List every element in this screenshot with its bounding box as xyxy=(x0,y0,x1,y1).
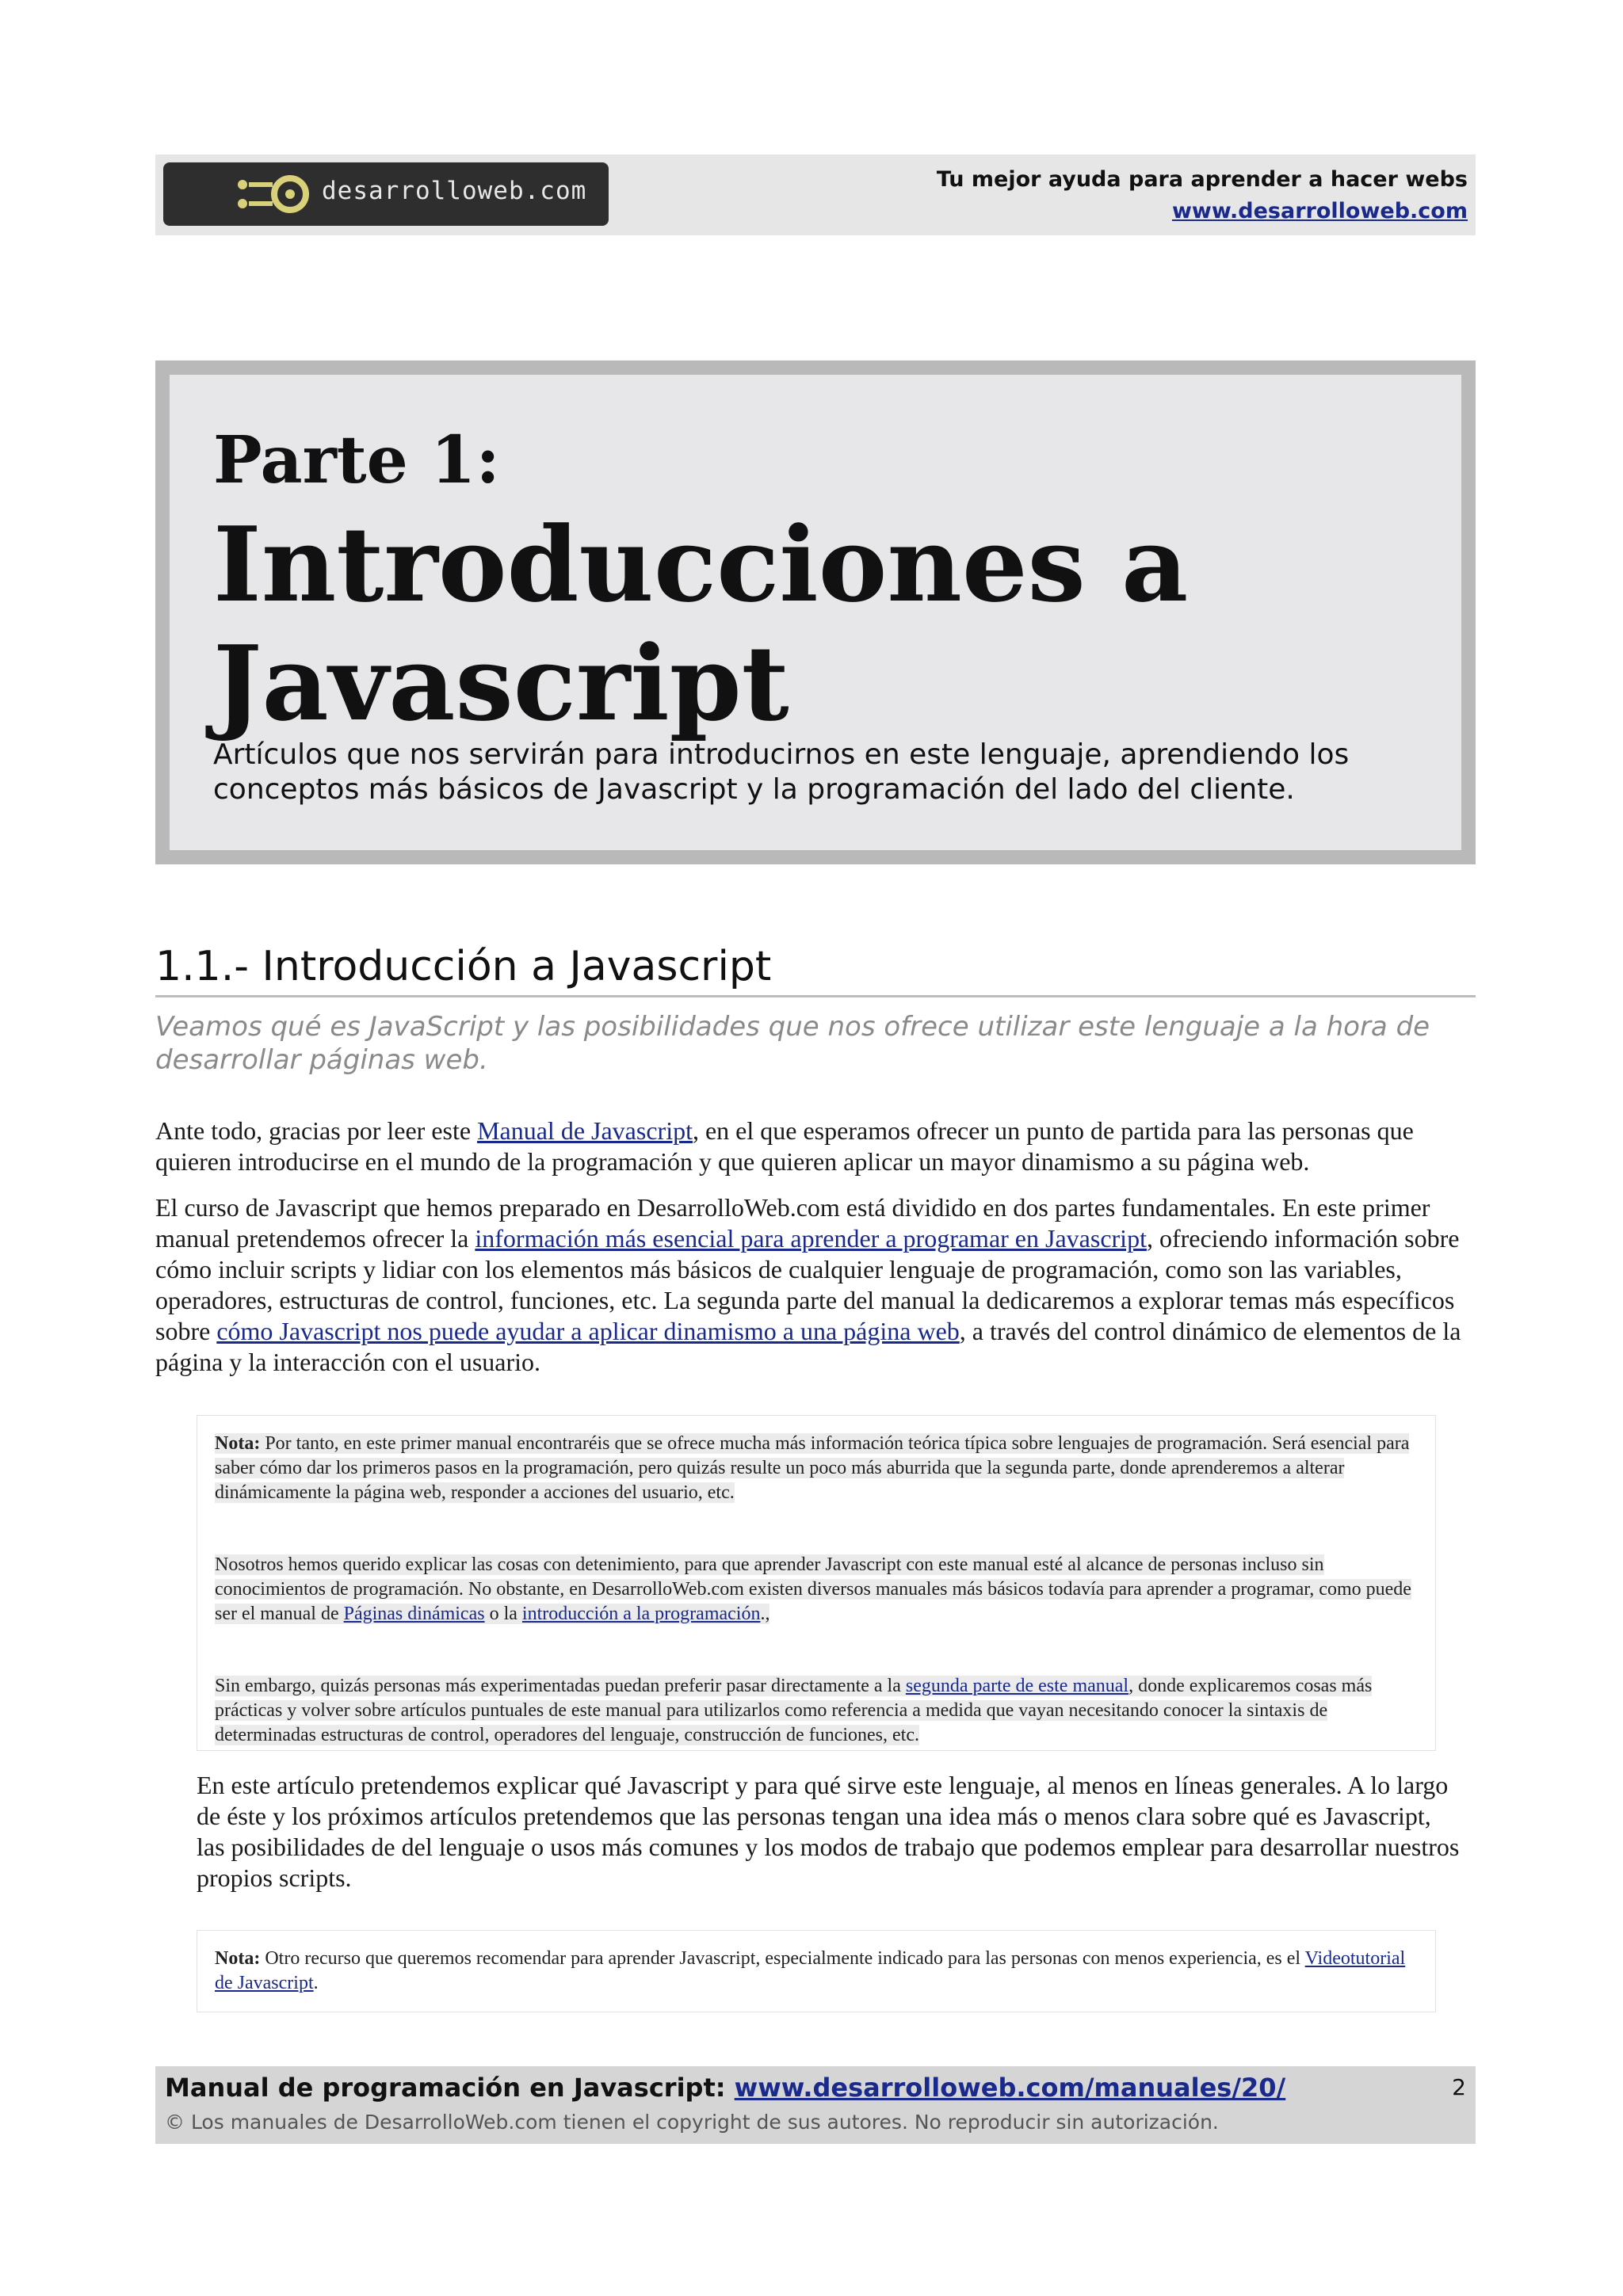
videotutorial-link[interactable]: Videotutorial de Javascript xyxy=(215,1948,1406,1993)
paginas-dinamicas-link[interactable]: Páginas dinámicas xyxy=(343,1604,485,1624)
footer-copyright: © Los manuales de DesarrolloWeb.com tienen el copyright de sus autores. No reproducir sin autorización. xyxy=(165,2111,1219,2134)
paragraph-text: , en el que esperamos ofrecer un punto de partida para las personas que quieren introducirse en el mundo de la programación y que quieren aplicar un mayor dinamismo a su página web. xyxy=(155,1116,1414,1176)
segunda-parte-link[interactable]: segunda parte de este manual xyxy=(905,1676,1129,1696)
header-tagline: Tu mejor ayuda para aprender a hacer webs xyxy=(936,167,1468,192)
header-site-link[interactable]: www.desarrolloweb.com xyxy=(1171,199,1468,223)
part-title-box xyxy=(155,360,1476,864)
informacion-esencial-link[interactable]: información más esencial para aprender a programar en Javascript xyxy=(475,1224,1147,1253)
manual-javascript-link[interactable]: Manual de Javascript xyxy=(477,1116,693,1145)
part-title-inner xyxy=(170,375,1461,850)
page-footer xyxy=(155,2066,1476,2144)
note-block xyxy=(215,1432,1419,1505)
section-subtitle: Veamos qué es JavaScript y las posibilidades que nos ofrece utilizar este lenguaje a la hora de desarrollar páginas web. xyxy=(155,1011,1430,1076)
part-description: Artículos que nos servirán para introducirnos en este lenguaje, aprendiendo los conceptos más básicos de Javascript y la programación del lado del cliente. xyxy=(213,738,1350,806)
footer-manual-link[interactable]: www.desarrolloweb.com/manuales/20/ xyxy=(734,2073,1286,2103)
note-text: Nosotros hemos querido explicar las cosas con detenimiento, para que aprender Javascript con este manual esté al alcance de personas incluso sin conocimientos de programación. No obstante, en DesarrolloWeb.com existen diversos manuales más básicos todavía para aprender a programar, como puede ser el manual de xyxy=(215,1554,1411,1624)
note-text: ., xyxy=(760,1604,770,1624)
note-text: Otro recurso que queremos recomendar para aprender Javascript, especialmente indicado para las personas con menos experiencia, es el xyxy=(260,1948,1305,1969)
paragraph-text: , ofreciendo información sobre cómo incluir scripts y lidiar con los elementos más básicos de cualquier lenguaje de programación, como son las variables, operadores, estructuras de control, funciones, etc. La segunda parte del manual la dedicaremos a explorar temas más específicos sobre xyxy=(155,1224,1460,1345)
paragraph-text: Ante todo, gracias por leer este xyxy=(155,1116,478,1145)
page-header xyxy=(155,154,1476,235)
introduccion-programacion-link[interactable]: introducción a la programación xyxy=(521,1604,761,1624)
paragraph-text: El curso de Javascript que hemos preparado en DesarrolloWeb.com está dividido en dos partes fundamentales. En este primer manual pretendemos ofrecer la xyxy=(155,1193,1430,1253)
note-block xyxy=(215,1674,1419,1748)
paragraph-text: , a través del control dinámico de elementos de la página y la interacción con el usuario. xyxy=(155,1317,1461,1376)
paragraph-2 xyxy=(155,1192,1476,1378)
paragraph-1 xyxy=(155,1116,1476,1177)
header-right xyxy=(937,164,1468,227)
note-text: , donde explicaremos cosas más prácticas y volver sobre artículos puntuales de este manual para utilizarlos como referencia a medida que vayan necesitando conocer la sintaxis de determinadas estructuras de control, operadores del lenguaje, construcción de funciones, etc. xyxy=(215,1676,1373,1745)
note-label: Nota: xyxy=(215,1433,261,1454)
note-box-1 xyxy=(197,1415,1436,1751)
footer-title-text: Manual de programación en Javascript: xyxy=(165,2073,735,2103)
note-block xyxy=(215,1947,1419,1996)
note-text: . xyxy=(313,1973,319,1993)
part-title: Introducciones a Javascript xyxy=(213,504,1189,744)
note-label: Nota: xyxy=(215,1948,261,1969)
site-logo[interactable] xyxy=(163,162,609,226)
logo-mark-icon xyxy=(235,174,314,215)
dinamismo-link[interactable]: cómo Javascript nos puede ayudar a aplicar dinamismo a una página web xyxy=(216,1317,960,1345)
page-number: 2 xyxy=(1452,2074,1466,2100)
note-box-2 xyxy=(197,1930,1436,2012)
part-label: Parte 1: xyxy=(213,422,500,498)
paragraph-3: En este artículo pretendemos explicar qué Javascript y para qué sirve este lenguaje, al menos en líneas generales. A lo largo de éste y los próximos artículos pretendemos que las personas tengan una idea más o menos clara sobre qué es Javascript, las posibilidades de del lenguaje o usos más comunes y los modos de trabajo que podemos emplear para desarrollar nuestros propios scripts. xyxy=(197,1771,1460,1892)
logo-text: desarrolloweb.com xyxy=(322,177,587,205)
note-block xyxy=(215,1553,1419,1627)
footer-title xyxy=(165,2073,1285,2103)
note-text: Sin embargo, quizás personas más experimentadas puedan preferir pasar directamente a la xyxy=(215,1676,906,1696)
note-text: o la xyxy=(484,1604,522,1624)
section-title: 1.1.- Introducción a Javascript xyxy=(155,943,1476,997)
note-text: Por tanto, en este primer manual encontraréis que se ofrece mucha más información teórica típica sobre lenguajes de programación. Será esencial para saber cómo dar los primeros pasos en la programación, pero quizás resulte un poco más aburrida que la segunda parte, donde aprenderemos a alterar dinámicamente la página web, responder a acciones del usuario, etc. xyxy=(215,1433,1410,1503)
